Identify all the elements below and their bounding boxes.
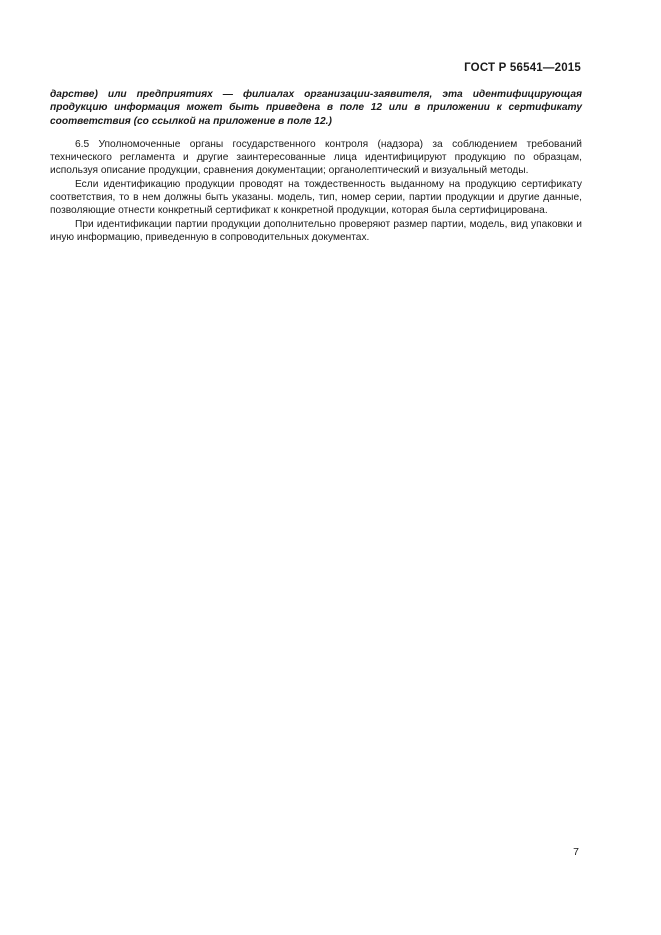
document-code: ГОСТ Р 56541—2015: [464, 62, 581, 74]
page-content: [50, 88, 582, 244]
paragraph-6-5: 6.5 Уполномоченные органы государственного контроля (надзора) за соблюдением требований технического регламента и другие заинтересованные лица идентифицируют продукцию по образцам, используя описание продукции, сравнения документации; органолептический и визуальный методы.: [50, 138, 582, 177]
continued-note: дарстве) или предприятиях — филиалах организации-заявителя, эта идентифицирующая продукцию информация может быть приведена в поле 12 или в приложении к сертификату соответствия (со ссылкой на приложение в поле 12.): [50, 89, 582, 127]
page-number: 7: [573, 846, 579, 858]
paragraph-batch-identification: При идентификации партии продукции дополнительно проверяют размер партии, модель, вид упаковки и иную информацию, приведенную в сопроводительных документах.: [50, 218, 582, 243]
paragraph-certificate-identification: Если идентификацию продукции проводят на тождественность выданному на продукцию сертификату соответствия, то в нем должны быть указаны. модель, тип, номер серии, партии продукции и другие данные, позволяющие отнести конкретный сертификат к конкретной продукции, которая была сертифицирована.: [50, 178, 582, 217]
